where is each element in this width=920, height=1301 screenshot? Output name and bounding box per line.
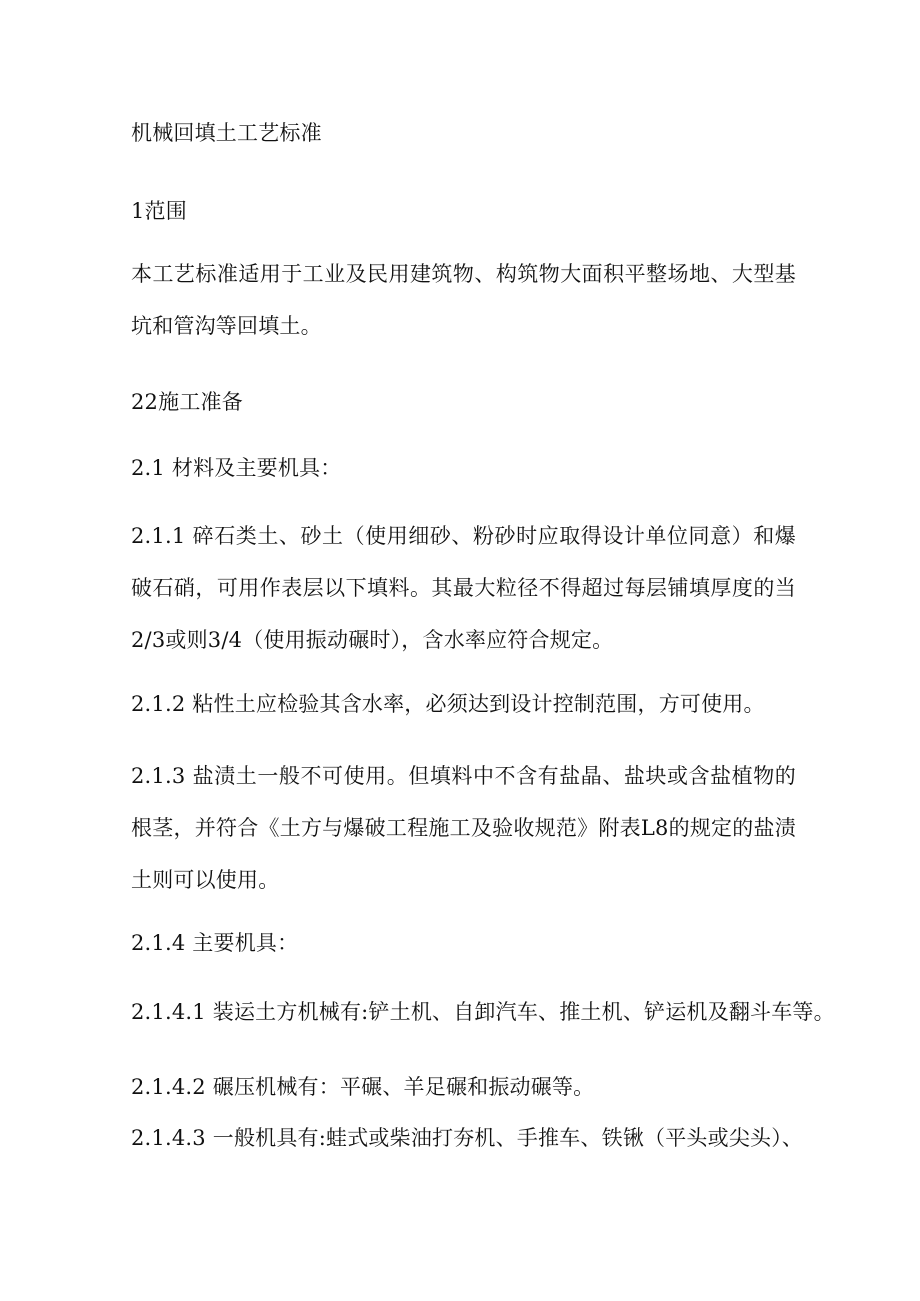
document-title: 机械回填土工艺标准: [131, 121, 322, 145]
item-2-1-1: 2.1.1 碎石类土、砂土（使用细砂、粉砂时应取得设计单位同意）和爆破石硝，可用作表层以下填料。其最大粒径不得超过每层铺填厚度的当2/3或则3/4（使用振动碾时），含水率应符合规定。: [131, 524, 796, 652]
section-1-body: 本工艺标准适用于工业及民用建筑物、构筑物大面积平整场地、大型基坑和管沟等回填土。: [131, 262, 796, 338]
item-2-1-4: 2.1.4 主要机具：: [131, 931, 299, 955]
item-2-1: 2.1 材料及主要机具：: [131, 456, 342, 480]
item-2-1-4-2: 2.1.4.2 碾压机械有：平碾、羊足碾和振动碾等。: [131, 1075, 595, 1099]
item-2-1-4-3: 2.1.4.3 一般机具有:蛙式或柴油打夯机、手推车、铁锹（平头或尖头）、: [131, 1126, 804, 1150]
section-2-heading: 22施工准备: [131, 390, 243, 414]
item-2-1-3: 2.1.3 盐渍土一般不可使用。但填料中不含有盐晶、盐块或含盐植物的根茎，并符合《土方与爆破工程施工及验收规范》附表L8的规定的盐渍土则可以使用。: [131, 764, 796, 892]
item-2-1-2: 2.1.2 粘性土应检验其含水率，必须达到设计控制范围，方可使用。: [131, 692, 765, 716]
item-2-1-4-1: 2.1.4.1 装运土方机械有:铲土机、自卸汽车、推土机、铲运机及翻斗车等。: [131, 1000, 835, 1024]
section-1-heading: 1范围: [131, 199, 187, 223]
